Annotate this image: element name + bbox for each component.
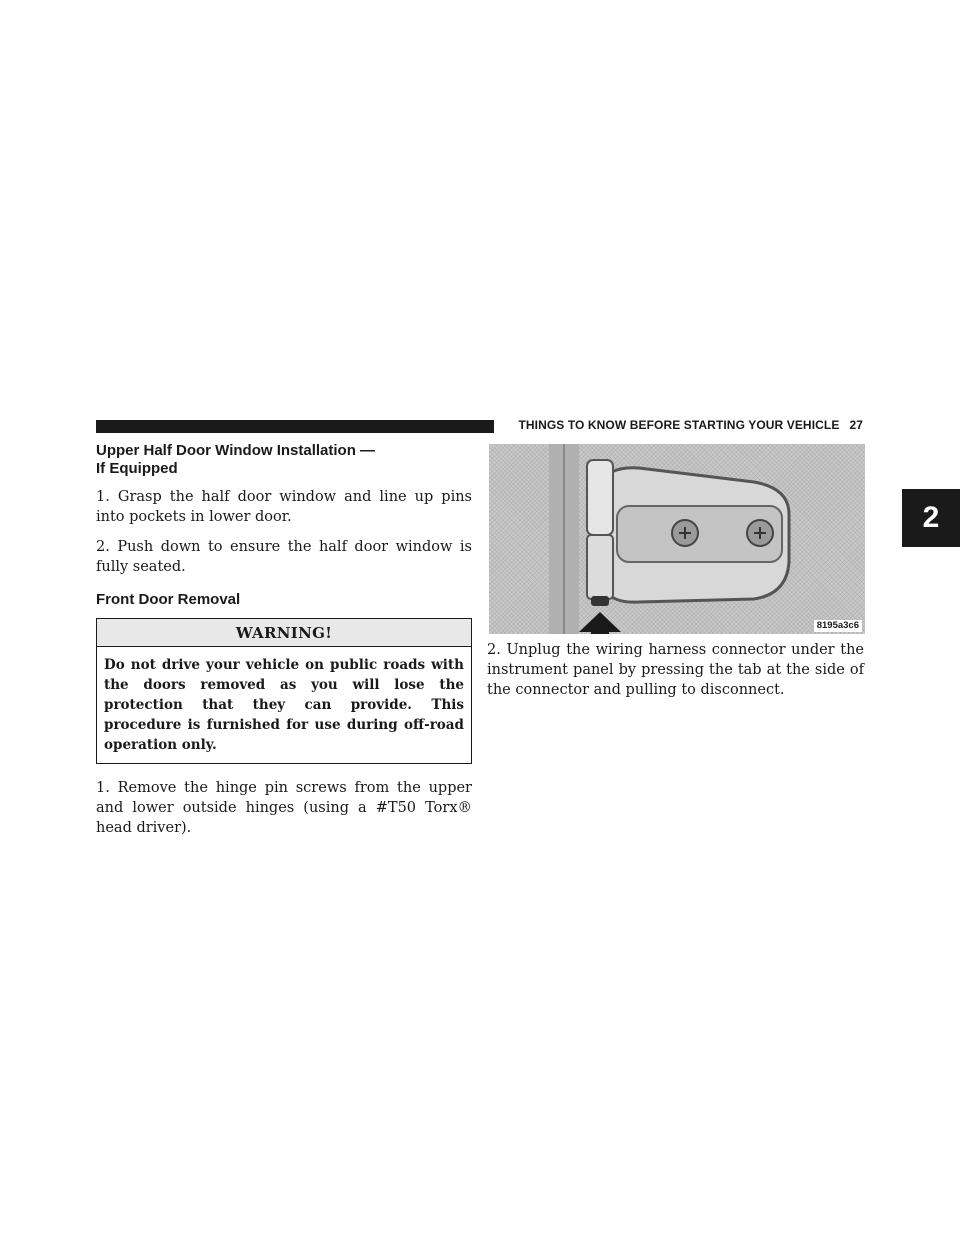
removal-step-1: 1. Remove the hinge pin screws from the upper and lower outside hinges (using a #T50 Torx® head driver). bbox=[96, 780, 472, 836]
section-heading-half-door-window bbox=[96, 442, 472, 478]
hinge-drawing bbox=[489, 444, 865, 634]
header-rule bbox=[96, 420, 494, 433]
section-heading-front-door-removal: Front Door Removal bbox=[96, 591, 241, 608]
warning-title: WARNING! bbox=[97, 619, 471, 647]
door-hinge-illustration bbox=[489, 444, 865, 634]
image-code: 8195a3c6 bbox=[814, 620, 862, 632]
warning-box bbox=[96, 618, 472, 764]
hinge-barrel-upper-shape bbox=[587, 460, 613, 535]
heading-line-2: If Equipped bbox=[96, 460, 178, 477]
right-column bbox=[487, 640, 864, 710]
install-step-1: 1. Grasp the half door window and line up pins into pockets in lower door. bbox=[96, 489, 472, 525]
up-arrow-icon bbox=[579, 612, 621, 634]
chapter-tab: 2 bbox=[902, 489, 960, 547]
left-column bbox=[96, 442, 472, 848]
page-number: 27 bbox=[849, 418, 863, 432]
removal-step-2: 2. Unplug the wiring harness connector under the instrument panel by pressing the tab at the side of the connector and pulling to disconnect. bbox=[487, 642, 864, 698]
hinge-barrel-lower-shape bbox=[587, 535, 613, 599]
hinge-pin-screw-shape bbox=[591, 596, 609, 606]
section-title: THINGS TO KNOW BEFORE STARTING YOUR VEHICLE bbox=[518, 418, 840, 432]
running-header bbox=[503, 418, 863, 432]
warning-body: Do not drive your vehicle on public roads with the doors removed as you will lose the protection that they can provide. This procedure is furnished for use during off-road operation only. bbox=[104, 657, 464, 753]
heading-line-1: Upper Half Door Window Installation — bbox=[96, 442, 376, 459]
install-step-2: 2. Push down to ensure the half door window is fully seated. bbox=[96, 539, 472, 575]
